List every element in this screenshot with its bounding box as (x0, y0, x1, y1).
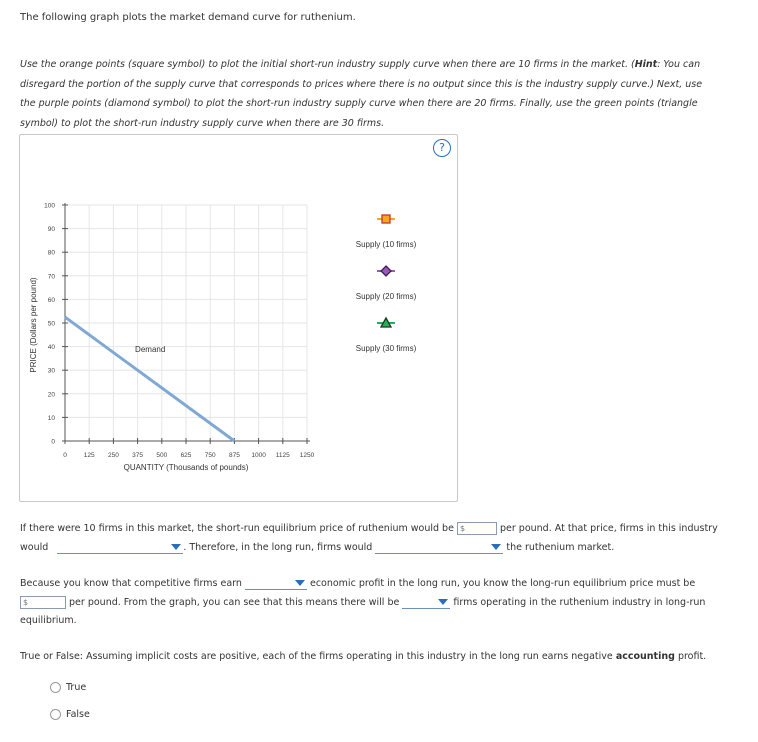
help-button[interactable]: ? (433, 139, 451, 157)
y-tick-label: 0 (51, 438, 55, 446)
chevron-down-icon (171, 544, 181, 550)
q2-text-4: firms operating in the ruthenium industry in long-run (453, 597, 706, 608)
legend-label: Supply (30 firms) (355, 344, 417, 353)
x-tick-label: 250 (107, 452, 119, 459)
demand-label: Demand (135, 344, 166, 354)
option-true[interactable] (50, 679, 86, 697)
q2-text-2: economic profit in the long run, you know the long-run equilibrium price must be (309, 578, 696, 589)
hint-label: Hint (634, 59, 658, 70)
chevron-down-icon (295, 580, 305, 586)
instructions-part2: : You can disregard the portion of the supply curve that corresponds to prices where there is no output since this is the industry supply curve.) Next, use the purple points (diamond symbol) to plot the short-run industry supply curve when there are 20 firms. Finally, use the green points (triangle symbol) to plot the short-run industry supply curve when there are 30 firms. (20, 59, 703, 129)
chart-svg[interactable] (20, 135, 457, 501)
legend-label: Supply (20 firms) (355, 292, 417, 301)
chevron-down-icon (491, 544, 501, 550)
radio-false[interactable] (50, 709, 61, 720)
graph-panel (19, 134, 458, 502)
q1-profit-dropdown[interactable] (57, 541, 183, 554)
question-2-line2 (20, 594, 705, 612)
q2-text-1: Because you know that competitive firms earn (20, 578, 242, 589)
question-3 (20, 648, 706, 666)
q2-profit-dropdown[interactable] (245, 577, 307, 590)
y-axis-label: PRICE (Dollars per pound) (29, 277, 38, 373)
q2-firms-dropdown[interactable] (402, 596, 450, 609)
chevron-down-icon (438, 599, 448, 605)
radio-true[interactable] (50, 682, 61, 693)
y-tick-label: 10 (47, 414, 55, 422)
x-tick-label: 500 (156, 452, 168, 459)
x-tick-label: 625 (180, 452, 192, 459)
q1-text-3: would (20, 542, 49, 553)
demand-curve[interactable] (65, 317, 234, 441)
q1-text-2: per pound. At that price, firms in this industry (499, 523, 718, 534)
q1-price-input[interactable] (457, 522, 497, 535)
question-1-line2 (20, 539, 614, 557)
q2-price-input[interactable] (20, 596, 66, 609)
q2-text-5: equilibrium. (20, 615, 77, 626)
y-tick-label: 40 (47, 344, 55, 352)
q1-text-4: . Therefore, in the long run, firms would (183, 542, 373, 553)
q2-currency: $ (23, 598, 29, 607)
question-2 (20, 575, 695, 593)
q3-bold: accounting (615, 651, 675, 662)
x-tick-label: 1000 (251, 452, 266, 459)
y-tick-label: 30 (47, 367, 55, 375)
y-tick-label: 80 (47, 249, 55, 257)
question-1 (20, 520, 740, 538)
x-tick-label: 875 (228, 452, 240, 459)
x-tick-label: 1125 (275, 452, 290, 459)
x-tick-label: 0 (63, 452, 67, 459)
legend-label: Supply (10 firms) (355, 240, 417, 249)
x-tick-label: 750 (204, 452, 216, 459)
y-tick-label: 100 (44, 202, 55, 210)
instructions (20, 55, 720, 133)
x-axis-label: QUANTITY (Thousands of pounds) (123, 463, 249, 472)
q2-text-3: per pound. From the graph, you can see that this means there will be (69, 597, 400, 608)
q3-text-after: profit. (677, 651, 707, 662)
y-tick-label: 60 (47, 296, 55, 304)
q3-text-before: True or False: Assuming implicit costs are positive, each of the firms operating in this industry in the long run earns negative (20, 651, 613, 662)
x-tick-label: 125 (83, 452, 95, 459)
q1-entry-exit-dropdown[interactable] (375, 541, 503, 554)
option-false-label: False (66, 709, 90, 720)
x-tick-label: 1250 (299, 452, 315, 459)
legend-diamond-marker[interactable] (381, 266, 391, 276)
q1-text-5: the ruthenium market. (506, 542, 615, 553)
intro-text: The following graph plots the market demand curve for ruthenium. (20, 12, 356, 23)
option-false[interactable] (50, 706, 90, 724)
y-tick-label: 90 (47, 226, 55, 234)
q1-currency: $ (459, 524, 466, 533)
y-tick-label: 50 (47, 320, 55, 328)
instructions-part1: Use the orange points (square symbol) to plot the initial short-run industry supply curve when there are 10 firms in the market. ( (20, 59, 635, 70)
option-true-label: True (66, 682, 87, 693)
q1-text-1: If there were 10 firms in this market, the short-run equilibrium price of ruthenium would be (20, 523, 454, 534)
y-tick-label: 20 (47, 391, 55, 399)
x-tick-label: 375 (132, 452, 144, 459)
legend-square-marker[interactable] (382, 215, 390, 223)
y-tick-label: 70 (47, 273, 55, 281)
